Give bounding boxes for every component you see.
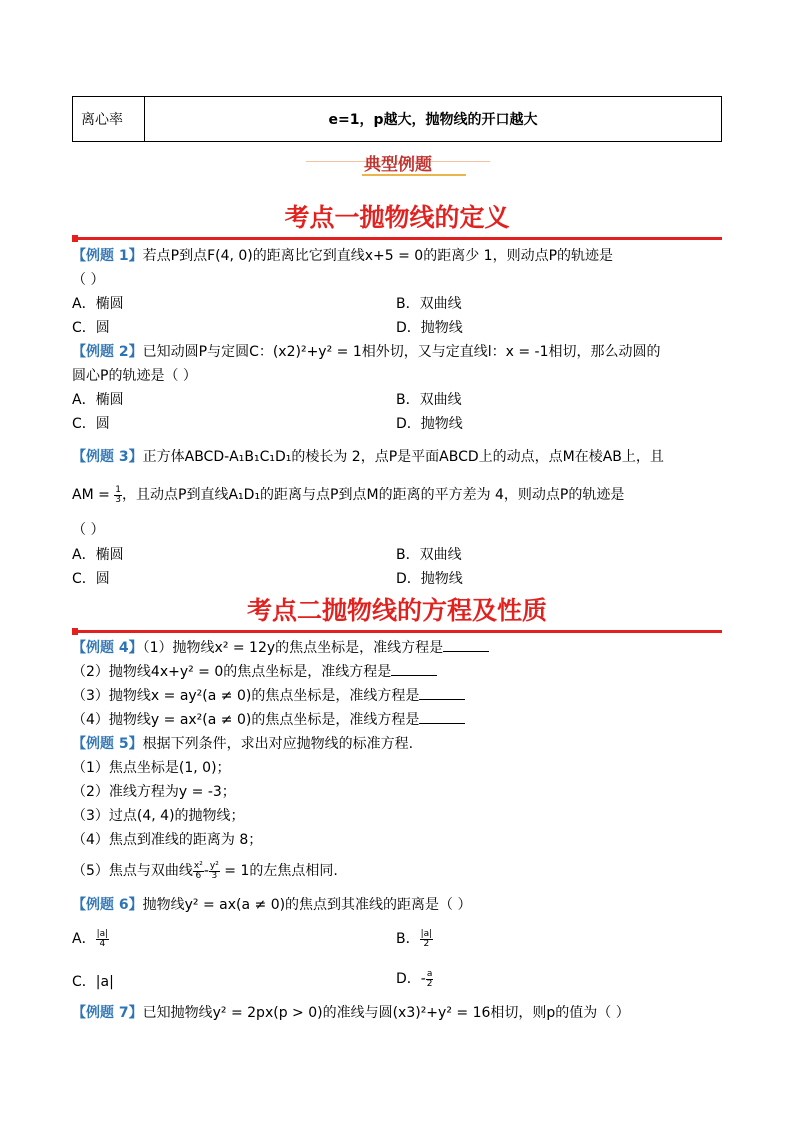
topic1-rule <box>72 237 722 240</box>
answer-blank[interactable] <box>391 663 437 676</box>
minus-sign: ‑ <box>420 971 426 987</box>
ex3-am-label: AM = <box>72 487 115 503</box>
ex1-option-c: C．圆 <box>72 320 110 336</box>
ex4-text2: （2）抛物线4x+y² = 0的焦点坐标是，准线方程是 <box>72 664 392 680</box>
ex6-option-c: C．|a| <box>72 974 114 990</box>
ex3-tag: 【例题 3】 <box>72 449 143 465</box>
ex1-option-a: A．椭圆 <box>72 296 124 312</box>
ex2-option-d: D．抛物线 <box>396 416 463 432</box>
frac-den: 2 <box>423 938 430 949</box>
ex7-line1 <box>72 1002 630 1022</box>
ex3-fraction <box>114 486 122 505</box>
frac-num: y² <box>209 860 219 871</box>
ex2-option-c: C．圆 <box>72 416 110 432</box>
frac-num: |a| <box>420 928 433 939</box>
ex2-option-a: A．椭圆 <box>72 392 124 408</box>
ex1-option-b: B．双曲线 <box>396 296 462 312</box>
option-label: A． <box>72 931 96 947</box>
frac-den: 3 <box>211 870 218 881</box>
ex5-item5 <box>72 860 338 881</box>
ex6-tag: 【例题 6】 <box>72 897 143 913</box>
ex6-text: 抛物线y² = ax(a ≠ 0)的焦点到其准线的距离是（ ） <box>142 897 472 913</box>
property-table <box>72 96 722 142</box>
ex3-option-c: C．圆 <box>72 571 110 587</box>
ex2-tag: 【例题 2】 <box>72 344 143 360</box>
ex2-line2: 圆心P的轨迹是（ ） <box>72 368 197 384</box>
answer-blank[interactable] <box>419 687 465 700</box>
option-fraction <box>426 970 434 989</box>
section-badge-label: 典型例题 <box>364 155 432 175</box>
hyperbola-frac-y <box>209 862 220 881</box>
ex2-option-b: B．双曲线 <box>396 392 462 408</box>
topic2-rule <box>72 630 722 633</box>
option-fraction <box>96 930 110 949</box>
frac-num: a <box>426 968 433 979</box>
ex1-tag: 【例题 1】 <box>72 248 143 264</box>
ex3-line1 <box>72 446 664 466</box>
option-fraction <box>420 930 434 949</box>
ex5-item3: （3）过点(4, 4)的抛物线； <box>72 808 245 824</box>
ex4-text3: （3）抛物线x = ay²(a ≠ 0)的焦点坐标是，准线方程是 <box>72 688 420 704</box>
answer-blank[interactable] <box>443 639 489 652</box>
ex1-line1 <box>72 245 613 265</box>
ex3-option-b: B．双曲线 <box>396 547 462 563</box>
ex3-frac-den: 3 <box>115 494 122 505</box>
topic1-title: 考点一抛物线的定义 <box>284 203 510 232</box>
ex7-text: 已知抛物线y² = 2px(p > 0)的准线与圆(x3)²+y² = 16相切，则p的值为（ ） <box>142 1005 630 1021</box>
ex6-line1 <box>72 894 472 914</box>
frac-num: x² <box>193 860 203 871</box>
ex1-line2: （ ） <box>72 272 105 288</box>
ex5-intro-text: 根据下列条件，求出对应抛物线的标准方程. <box>142 736 414 752</box>
ex2-line1 <box>72 341 661 361</box>
frac-den: 2 <box>426 978 433 989</box>
ex4-line4 <box>72 709 465 729</box>
table-label-cell: 离心率 <box>73 97 145 142</box>
ex5-tag: 【例题 5】 <box>72 736 143 752</box>
table-row <box>73 97 722 142</box>
table-value-cell: e=1，p越大，抛物线的开口越大 <box>145 97 722 142</box>
ex3-text1: 正方体ABCD‑A₁B₁C₁D₁的棱长为 2，点P是平面ABCD上的动点，点M在棱AB上，且 <box>142 449 664 465</box>
ex4-line3 <box>72 685 465 705</box>
answer-blank[interactable] <box>419 711 465 724</box>
ex5-item1: （1）焦点坐标是(1, 0)； <box>72 760 231 776</box>
hyperbola-frac-x <box>193 862 204 881</box>
ex5-item5-post: = 1的左焦点相同. <box>219 863 338 879</box>
ex2-text1: 已知动圆P与定圆C：(x2)²+y² = 1相外切，又与定直线l：x = ‑1相切，那么动圆的 <box>142 344 661 360</box>
ex3-option-a: A．椭圆 <box>72 547 124 563</box>
frac-den: 6 <box>195 870 202 881</box>
frac-den: 4 <box>99 938 106 949</box>
ex4-line1 <box>72 637 489 657</box>
option-label: D． <box>396 971 421 987</box>
section-badge <box>306 150 490 176</box>
ex6-option-a <box>72 928 109 949</box>
ex1-option-d: D．抛物线 <box>396 320 463 336</box>
ex3-option-d: D．抛物线 <box>396 571 463 587</box>
ex7-tag: 【例题 7】 <box>72 1005 143 1021</box>
ex4-line2 <box>72 661 437 681</box>
ex5-item4: （4）焦点到准线的距离为 8； <box>72 832 263 848</box>
ex3-frac-num: 1 <box>115 484 122 495</box>
ex6-option-d <box>396 968 433 989</box>
ex4-text1: （1）抛物线x² = 12y的焦点坐标是，准线方程是 <box>142 640 444 656</box>
ex3-text2: ，且动点P到直线A₁D₁的距离与点P到点M的距离的平方差为 4，则动点P的轨迹是 <box>122 487 625 503</box>
ex5-item5-pre: （5）焦点与双曲线 <box>72 863 193 879</box>
frac-num: |a| <box>96 928 109 939</box>
ex3-line3: （ ） <box>72 522 105 538</box>
ex6-option-b <box>396 928 433 949</box>
ex5-intro <box>72 733 413 753</box>
ex1-text1: 若点P到点F(4, 0)的距离比它到直线x+5 = 0的距离少 1，则动点P的轨迹是 <box>142 248 614 264</box>
ex4-text4: （4）抛物线y = ax²(a ≠ 0)的焦点坐标是，准线方程是 <box>72 712 420 728</box>
topic2-title: 考点二抛物线的方程及性质 <box>246 596 547 625</box>
ex4-tag: 【例题 4】 <box>72 640 143 656</box>
ex5-item2: （2）准线方程为y = ‑3； <box>72 784 236 800</box>
ex3-line2 <box>72 484 624 505</box>
minus-sign: ‑ <box>203 863 209 879</box>
option-label: B． <box>396 931 420 947</box>
